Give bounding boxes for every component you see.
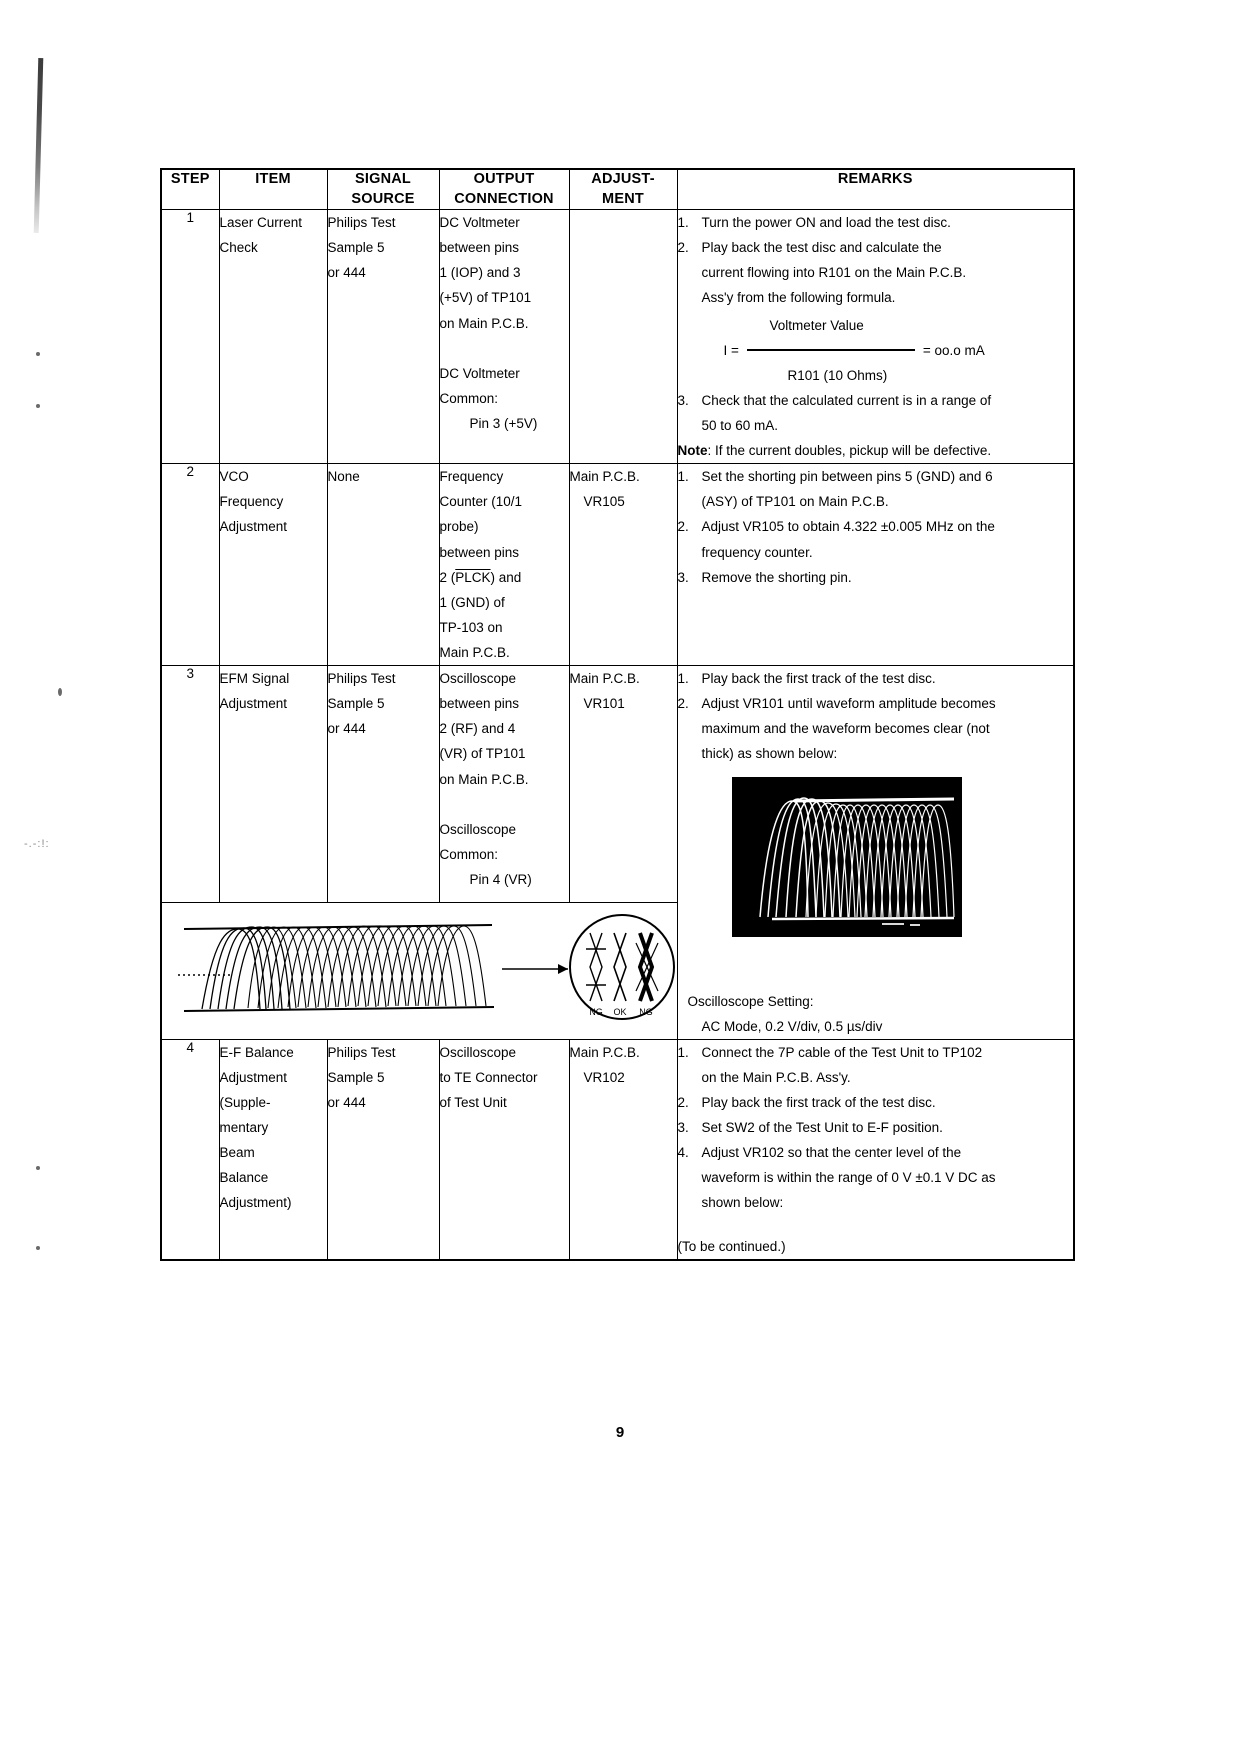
remark-line: Adjust VR105 to obtain 4.322 ±0.005 MHz on the: [701, 519, 995, 535]
remark-item: [678, 691, 1074, 766]
output-line: DC Voltmeter: [439, 365, 520, 381]
remark-line: Remove the shorting pin.: [701, 569, 852, 585]
adjustment-procedure-table-wrapper: [160, 168, 1075, 1261]
remark-line: Set SW2 of the Test Unit to E-F position.: [701, 1120, 943, 1136]
plck-overline-label: PLCK: [455, 569, 491, 585]
formula-lhs: I =: [723, 342, 739, 358]
remark-line: Play back the first track of the test disc.: [701, 1094, 936, 1110]
cell-adjustment-1: [569, 210, 677, 464]
output-line: 1 (GND) of: [439, 594, 505, 610]
adjustment-line: VR102: [583, 1069, 625, 1085]
item-line: VCO: [219, 469, 249, 485]
cell-item-4: [219, 1039, 327, 1259]
remark-item: [678, 388, 1074, 438]
scan-speck: [58, 688, 62, 696]
remark-item: [678, 1040, 1074, 1090]
scope-setting-value: AC Mode, 0.2 V/div, 0.5 µs/div: [701, 1018, 883, 1034]
magnifier-label-ok: OK: [613, 1007, 627, 1017]
remark-line: on the Main P.C.B. Ass'y.: [701, 1069, 851, 1085]
remark-item: [678, 210, 1074, 235]
item-line: EFM Signal: [219, 671, 290, 687]
signal-line: Sample 5: [327, 1069, 385, 1085]
page-number: 9: [615, 1424, 625, 1441]
signal-line: None: [327, 469, 360, 485]
signal-line: Philips Test: [327, 671, 396, 687]
remark-number: 2.: [677, 696, 689, 712]
output-line: Oscilloscope: [439, 821, 517, 837]
signal-line: or 444: [327, 265, 366, 281]
scan-speck: [36, 1246, 40, 1250]
item-line: Frequency: [219, 494, 284, 510]
remark-line: 50 to 60 mA.: [701, 418, 779, 433]
remarks-list: [678, 464, 1074, 590]
signal-line: Sample 5: [327, 240, 385, 256]
column-header-adjustment: [569, 169, 677, 210]
output-line: Pin 3 (+5V): [469, 416, 538, 431]
output-line: probe): [439, 519, 479, 535]
scope-setting-title: Oscilloscope Setting:: [687, 993, 814, 1009]
remark-line: maximum and the waveform becomes clear (not: [701, 721, 990, 737]
cell-remarks-3: [677, 666, 1074, 1040]
table-row: [161, 1039, 1074, 1259]
table-row: [161, 666, 1074, 903]
cell-output-connection-3: [439, 666, 569, 903]
laser-current-formula: [702, 313, 1074, 388]
cell-waveform-figure: [161, 903, 677, 1040]
column-header-output-connection-line1: OUTPUT: [473, 171, 535, 187]
remark-item: [678, 1090, 1074, 1115]
output-line: Pin 4 (VR): [469, 871, 532, 887]
remark-line: thick) as shown below:: [701, 746, 838, 762]
output-line: Main P.C.B.: [439, 644, 510, 660]
remark-item: [678, 666, 1074, 691]
signal-line: Philips Test: [327, 1044, 396, 1060]
remark-number: 2.: [677, 240, 689, 256]
remark-number: 3.: [677, 569, 689, 585]
signal-line: or 444: [327, 721, 366, 737]
output-line-plck: 2 (PLCK) and: [439, 569, 522, 585]
output-line: of Test Unit: [439, 1094, 507, 1110]
remark-line: current flowing into R101 on the Main P.C.B.: [701, 265, 967, 281]
output-line: Oscilloscope: [439, 1044, 517, 1060]
note-text: : If the current doubles, pickup will be defective.: [707, 443, 992, 459]
formula-fraction-row: [724, 338, 1074, 363]
remark-note: [678, 438, 1074, 463]
remark-line: waveform is within the range of 0 V ±0.1 V DC as: [701, 1170, 996, 1186]
item-line: Adjustment: [219, 696, 288, 712]
remark-line: (ASY) of TP101 on Main P.C.B.: [701, 494, 889, 510]
cell-item-3: [219, 666, 327, 903]
table-row: [161, 210, 1074, 464]
cell-output-connection-1: [439, 210, 569, 464]
efm-waveform-svg: [162, 903, 680, 1033]
magnifier-label-ng-left: NG: [589, 1007, 603, 1017]
column-header-remarks: REMARKS: [677, 169, 1074, 210]
output-line: Frequency: [439, 469, 504, 485]
remark-item: [678, 565, 1074, 590]
remark-line: Connect the 7P cable of the Test Unit to TP102: [701, 1044, 983, 1060]
remarks-list: [678, 210, 1074, 438]
adjustment-line: VR101: [583, 696, 625, 712]
item-line: (Supple-: [219, 1094, 271, 1110]
output-line: on Main P.C.B.: [439, 771, 529, 787]
signal-line: Philips Test: [327, 215, 396, 231]
efm-waveform-diagram: [162, 903, 677, 1033]
adjustment-line: VR105: [583, 494, 625, 510]
cell-adjustment-2: [569, 464, 677, 666]
efm-eye-pattern-photo: [732, 777, 962, 937]
output-line: 1 (IOP) and 3: [439, 265, 521, 281]
cell-item-1: [219, 210, 327, 464]
column-header-adjustment-line2: MENT: [602, 190, 644, 207]
remark-line: shown below:: [701, 1195, 784, 1211]
cell-output-connection-4: [439, 1039, 569, 1259]
cell-signal-source-4: [327, 1039, 439, 1259]
remark-line: Set the shorting pin between pins 5 (GND) and 6: [701, 469, 993, 485]
signal-line: or 444: [327, 1094, 366, 1110]
formula-numerator: Voltmeter Value: [769, 317, 864, 333]
item-line: Check: [219, 240, 258, 256]
item-line: Laser Current: [219, 215, 303, 231]
column-header-signal-source: [327, 169, 439, 210]
remark-line: Play back the test disc and calculate the: [701, 240, 942, 256]
cell-adjustment-4: [569, 1039, 677, 1259]
cell-item-2: [219, 464, 327, 666]
signal-line: Sample 5: [327, 696, 385, 712]
column-header-signal-source-line2: SOURCE: [351, 190, 415, 207]
cell-signal-source-2: [327, 464, 439, 666]
remark-line: Play back the first track of the test disc.: [701, 671, 936, 687]
adjustment-line: Main P.C.B.: [569, 469, 640, 485]
formula-fraction-bar: [747, 349, 915, 351]
remark-number: 4.: [677, 1145, 689, 1161]
column-header-step: STEP: [161, 169, 219, 210]
remark-number: 3.: [677, 392, 689, 408]
magnifier-label-ng-right: NG: [639, 1007, 653, 1017]
scan-speck: [36, 352, 40, 356]
remark-item: [678, 235, 1074, 388]
column-header-signal-source-line1: SIGNAL: [355, 171, 411, 187]
magnifier-circle: [570, 915, 674, 1019]
cell-remarks-2: [677, 464, 1074, 666]
remark-number: 2.: [677, 1094, 689, 1110]
output-line: TP-103 on: [439, 619, 503, 635]
cell-step-2: 2: [161, 464, 219, 666]
remark-item: [678, 514, 1074, 564]
remark-number: 1.: [677, 671, 689, 687]
column-header-item: ITEM: [219, 169, 327, 210]
scan-speck: [36, 404, 40, 408]
item-line: E-F Balance: [219, 1044, 294, 1060]
output-line: on Main P.C.B.: [439, 315, 529, 331]
remark-number: 1.: [677, 1044, 689, 1060]
remark-item: [678, 1115, 1074, 1140]
remark-number: 1.: [677, 469, 689, 485]
item-line: Adjustment): [219, 1195, 292, 1211]
item-line: Beam: [219, 1145, 255, 1161]
scan-streak-artifact: [34, 58, 44, 233]
item-line: Adjustment: [219, 519, 288, 535]
item-line: Adjustment: [219, 1069, 288, 1085]
remark-number: 2.: [677, 519, 689, 535]
remark-line: Ass'y from the following formula.: [701, 290, 896, 306]
remark-item: [678, 464, 1074, 514]
adjustment-line: Main P.C.B.: [569, 671, 640, 687]
formula-result: = oo.o mA: [922, 342, 985, 358]
item-line: mentary: [219, 1120, 269, 1136]
output-line: Counter (10/1: [439, 494, 523, 510]
remark-line: frequency counter.: [701, 544, 813, 560]
remark-line: Check that the calculated current is in a range of: [701, 392, 992, 408]
table-row: [161, 464, 1074, 666]
cell-remarks-1: [677, 210, 1074, 464]
output-line: Common:: [439, 390, 499, 406]
column-header-output-connection: [439, 169, 569, 210]
output-line: 2 (RF) and 4: [439, 721, 516, 737]
cell-step-4: 4: [161, 1039, 219, 1259]
output-line: between pins: [439, 696, 520, 712]
cell-adjustment-3: [569, 666, 677, 903]
remark-line: Adjust VR101 until waveform amplitude becomes: [701, 696, 996, 712]
remark-line: Turn the power ON and load the test disc.: [701, 215, 951, 231]
column-header-adjustment-line1: ADJUST-: [591, 171, 655, 187]
cell-step-1: 1: [161, 210, 219, 464]
cell-step-3: 3: [161, 666, 219, 903]
output-line: Oscilloscope: [439, 671, 517, 687]
oscilloscope-setting-caption: [678, 937, 1074, 1039]
remark-item: [678, 1140, 1074, 1215]
cell-remarks-4: [677, 1039, 1074, 1259]
output-line: between pins: [439, 240, 520, 256]
remarks-list: [678, 666, 1074, 766]
output-line: (VR) of TP101: [439, 746, 526, 762]
eye-pattern-svg: [732, 777, 962, 937]
table-header-row: [161, 169, 1074, 210]
note-label: Note: [677, 443, 708, 459]
remarks-list: [678, 1040, 1074, 1216]
output-line: DC Voltmeter: [439, 215, 520, 231]
output-line: (+5V) of TP101: [439, 290, 532, 306]
column-header-output-connection-line2: CONNECTION: [454, 190, 554, 207]
scan-smudge: -.-:!:: [24, 838, 50, 850]
remark-number: 1.: [677, 215, 689, 231]
scan-speck: [36, 1166, 40, 1170]
output-line: between pins: [439, 544, 520, 560]
adjustment-line: Main P.C.B.: [569, 1044, 640, 1060]
output-line: to TE Connector: [439, 1069, 538, 1085]
to-be-continued-note: (To be continued.): [677, 1238, 786, 1254]
formula-denominator: R101 (10 Ohms): [787, 367, 888, 383]
remark-number: 3.: [677, 1120, 689, 1136]
adjustment-procedure-table: [160, 168, 1075, 1261]
output-line: Common:: [439, 846, 499, 862]
remark-line: Adjust VR102 so that the center level of the: [701, 1145, 962, 1161]
cell-output-connection-2: [439, 464, 569, 666]
item-line: Balance: [219, 1170, 269, 1186]
cell-signal-source-1: [327, 210, 439, 464]
cell-signal-source-3: [327, 666, 439, 903]
